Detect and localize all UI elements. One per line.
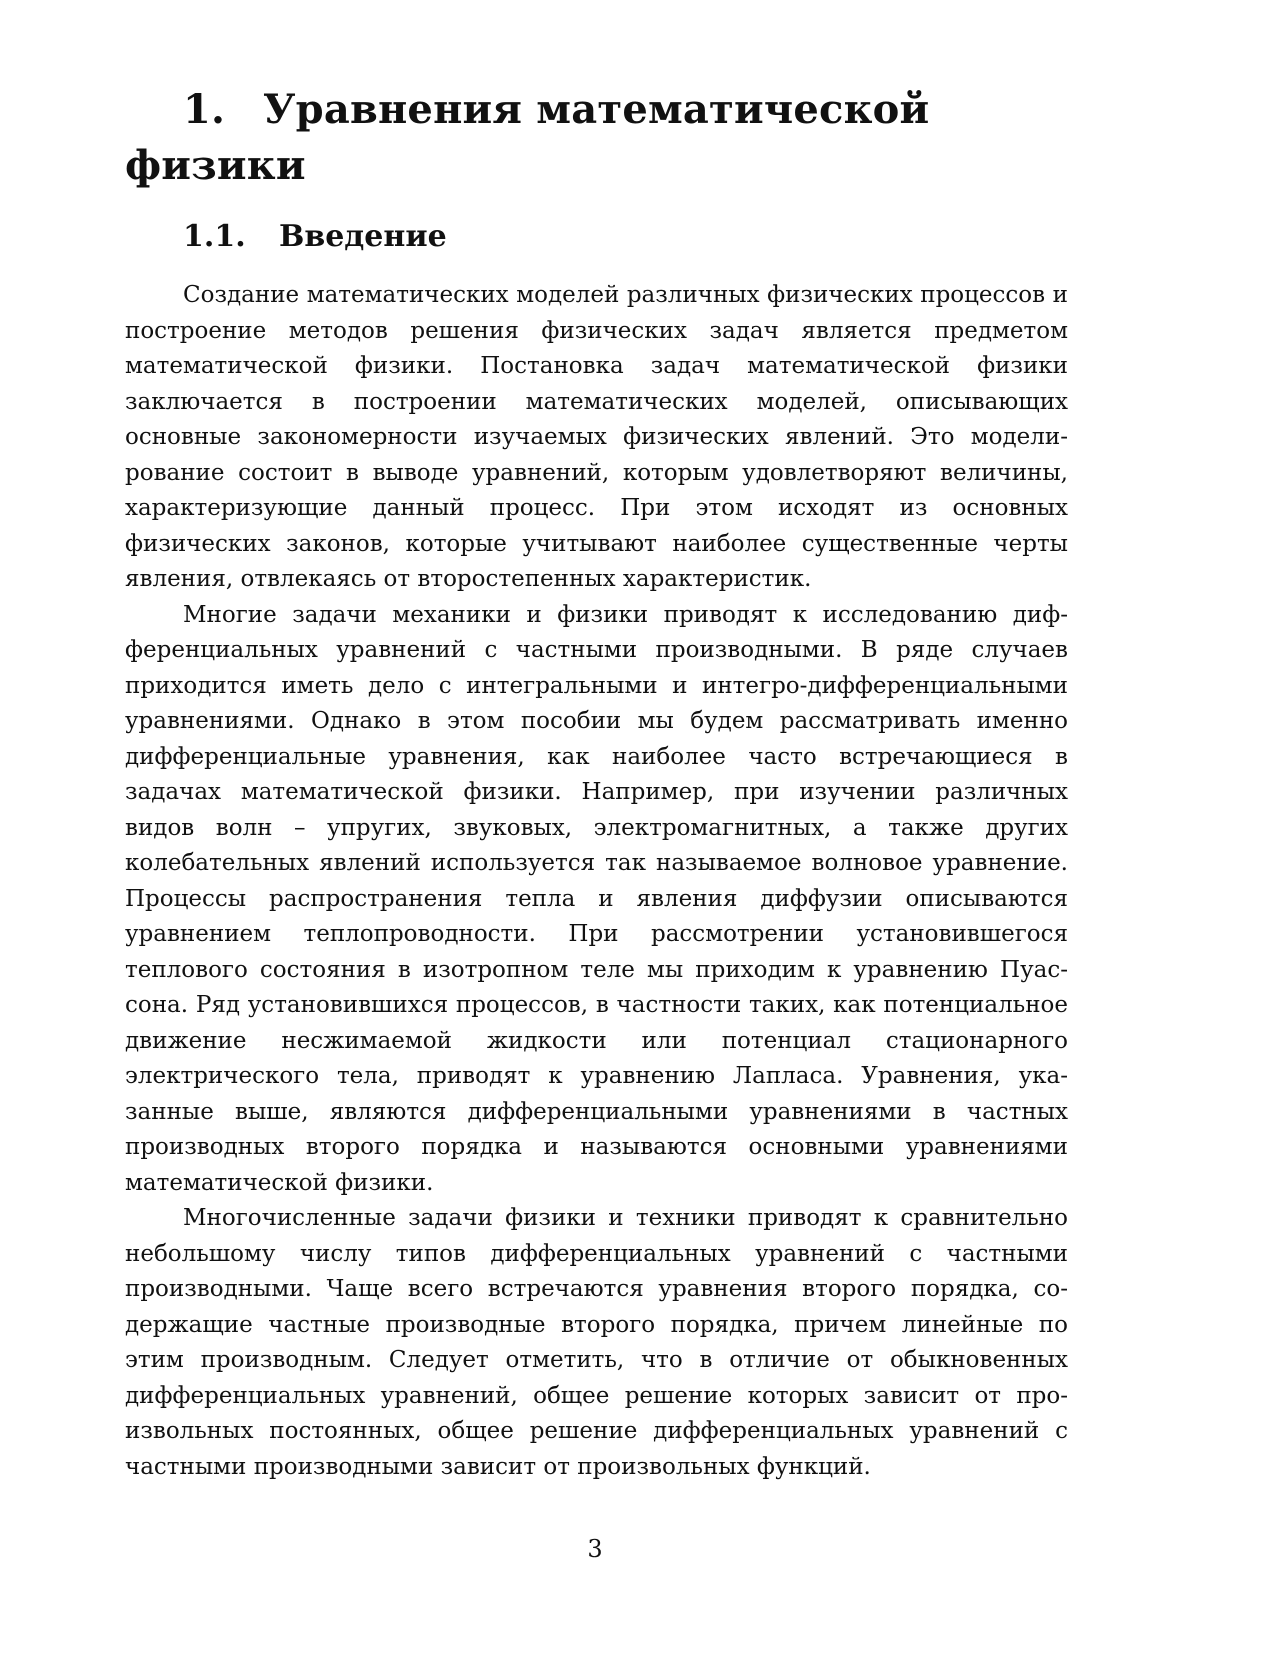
chapter-title: Уравнения математической физики [125, 86, 930, 189]
page-number: 3 [587, 1535, 603, 1563]
section-title: Введение [279, 219, 447, 254]
paragraph-3: Многочисленные задачи физики и техники приводят к сравнительно небольшому числу типов дифференциальных уравнений с частными производными. Чаще всего встречаются уравнения второго порядка, содержащие частные производные второго порядка, причем линейные по этим производным. Следует отметить, что в отличие от обыкновенных дифференциальных уравнений, общее решение которых зависит от произвольных постоянных, общее решение дифференциальных уравнений с частными производными зависит от произвольных функций. [125, 1205, 1068, 1480]
paragraph-2: Многие задачи механики и физики приводят к исследованию дифференциальных уравнений с частными производными. В ряде случаев приходится иметь дело с интегральными и интегро-дифференциальными уравнениями. Однако в этом пособии мы будем рассматривать именно дифференциальные уравнения, как наиболее часто встречающиеся в задачах математической физики. Например, при изучении различных видов волн – упругих, звуковых, электромагнитных, а также других колебательных явлений используется так называемое волновое уравнение. Процессы распространения тепла и явления диффузии описываются уравнением теплопроводности. При рассмотрении установившегося теплового состояния в изотропном теле мы приходим к уравнению Пуассона. Ряд установившихся процессов, в частности таких, как потенциальное движение несжимаемой жидкости или потенциал стационарного электрического тела, приводят к уравнению Лапласа. Уравнения, указанные выше, являются дифференциальными уравнениями в частных производных второго порядка и называются основными уравнениями математической физики. [125, 601, 1068, 1196]
text-block [125, 82, 1068, 1485]
chapter-number: 1. [183, 86, 226, 133]
section-heading [125, 216, 1068, 258]
paragraph-1: Создание математических моделей различных физических процессов и построение методов решения физических задач является предметом математической физики. Постановка задач математической физики заключается в построении математических моделей, описывающих основные закономерности изучаемых физических явлений. Это моделирование состоит в выводе уравнений, которым удовлетворяют величины, характеризующие данный процесс. При этом исходят из основных физических законов, которые учитывают наиболее существенные черты явления, отвлекаясь от второстепенных характеристик. [125, 282, 1068, 592]
chapter-heading [125, 82, 1068, 194]
section-number: 1.1. [183, 219, 246, 254]
